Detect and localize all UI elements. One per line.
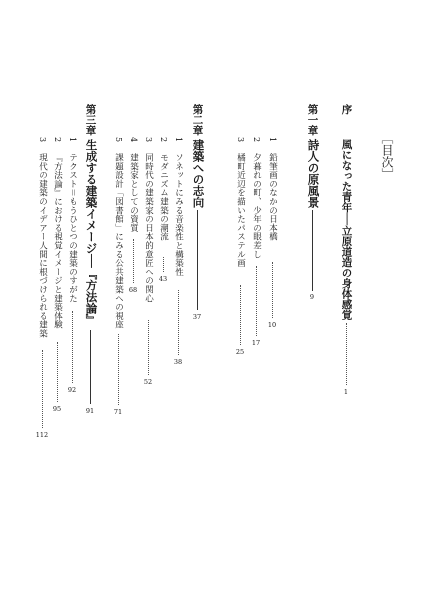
ch2-sec-5-num: 5 [114, 137, 123, 143]
ch3-sec-1-page: 92 [67, 386, 77, 394]
ch1-sec-1-page: 10 [267, 321, 277, 329]
preface-label: 序 [340, 104, 353, 115]
preface-leader [346, 323, 347, 385]
ch2-sec-2-num: 2 [159, 137, 168, 143]
ch2-sec-3-leader [148, 320, 149, 375]
chapter-2-title: 建築への志向 [191, 139, 206, 208]
ch2-sec-4-page: 68 [128, 286, 138, 294]
ch2-sec-5-page: 71 [113, 408, 123, 416]
preface-title: 風になった青年──立原道造の身体感覚 [340, 139, 353, 320]
ch1-sec-3-leader [240, 285, 241, 345]
ch3-sec-3-num: 3 [38, 137, 47, 143]
toc-heading: ［目次］ [380, 132, 394, 180]
ch3-sec-2-page: 95 [52, 405, 62, 413]
ch3-sec-2-num: 2 [53, 137, 62, 143]
ch2-sec-4-num: 4 [129, 137, 138, 143]
ch2-sec-5-leader [118, 334, 119, 405]
ch2-sec-4-leader [133, 239, 134, 283]
chapter-2-page: 37 [192, 313, 202, 321]
chapter-3-page: 91 [85, 407, 95, 415]
ch2-sec-2-leader [163, 257, 164, 272]
ch2-sec-2-page: 43 [158, 275, 168, 283]
ch2-sec-1-leader [178, 290, 179, 355]
preface-page: 1 [343, 388, 349, 396]
ch1-sec-1-title: 鉛筆画のなかの日本橋 [267, 153, 278, 241]
ch3-sec-3-page: 112 [35, 431, 49, 439]
chapter-1-title: 詩人の原風景 [306, 139, 321, 208]
ch3-sec-1-num: 1 [68, 137, 77, 143]
ch3-sec-1-title: テクスト＝もうひとつの建築のすがた [67, 153, 78, 303]
ch3-sec-3-title: 現代の建築のイデアー人間に根づけられる建築 [37, 153, 48, 338]
chapter-1-page: 9 [309, 293, 315, 301]
ch3-sec-2-title: 『方法論』における視覚イメージと建築体験 [52, 153, 63, 329]
chapter-3-title: 生成する建築イメージ──『方法論』 [84, 139, 99, 326]
chapter-2-label: 第二章 [191, 104, 204, 136]
ch1-sec-3-num: 3 [236, 137, 245, 143]
ch2-sec-2-title: モダニズム建築の潮流 [158, 153, 169, 241]
ch2-sec-1-num: 1 [174, 137, 183, 143]
ch1-sec-1-leader [272, 262, 273, 318]
chapter-2-rule [197, 210, 198, 310]
ch1-sec-2-leader [256, 266, 257, 336]
chapter-1-label: 第一章 [306, 104, 319, 136]
chapter-3-label: 第三章 [84, 104, 97, 136]
ch3-sec-1-leader [72, 311, 73, 383]
ch2-sec-5-title: 課題設計「図書館」にみる公共建築への視座 [113, 153, 124, 329]
ch2-sec-1-page: 38 [173, 358, 183, 366]
ch1-sec-2-num: 2 [252, 137, 261, 143]
chapter-1-rule [312, 210, 313, 291]
ch1-sec-2-page: 17 [251, 339, 261, 347]
chapter-3-rule [90, 330, 91, 404]
ch2-sec-3-title: 同時代の建築家の日本的意匠への関心 [143, 153, 154, 303]
ch1-sec-2-title: 夕暮れの町、少年の眼差し [251, 153, 262, 259]
ch2-sec-3-num: 3 [144, 137, 153, 143]
ch2-sec-3-page: 52 [143, 378, 153, 386]
ch2-sec-4-title: 建築家としての資質 [128, 153, 139, 233]
ch1-sec-3-page: 25 [235, 348, 245, 356]
ch3-sec-2-leader [57, 342, 58, 402]
ch3-sec-3-leader [42, 350, 43, 428]
ch2-sec-1-title: ソネットにみる音楽性と構築性 [173, 153, 184, 277]
ch1-sec-1-num: 1 [268, 137, 277, 143]
ch1-sec-3-title: 橘町近辺を描いたパステル画 [235, 153, 246, 268]
